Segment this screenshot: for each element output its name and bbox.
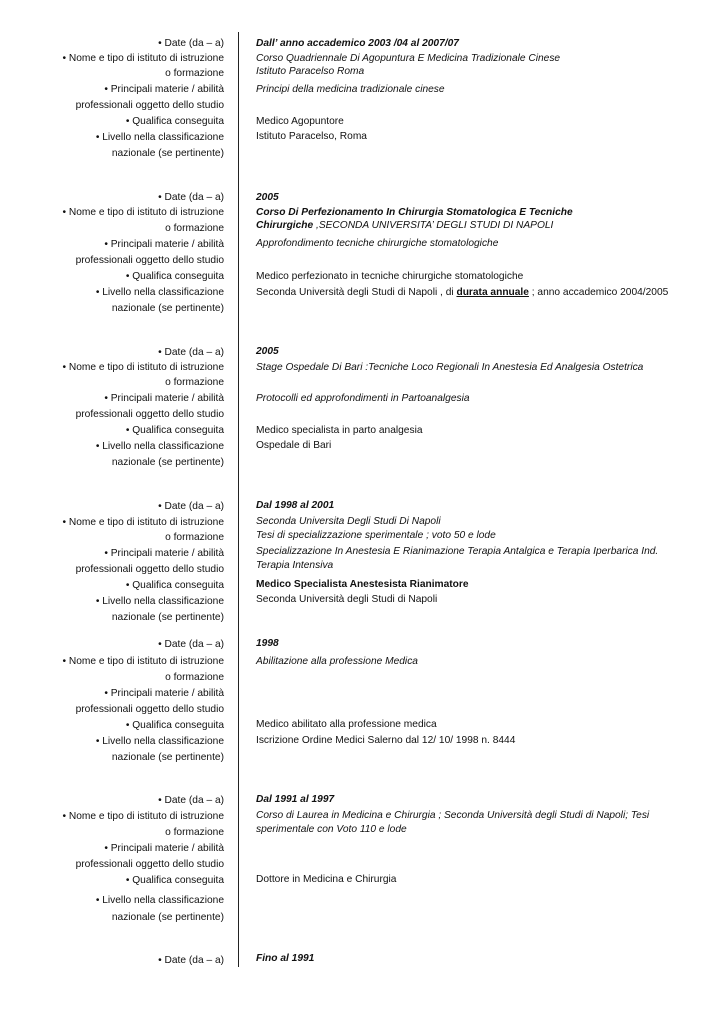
entry-date: Fino al 1991 [256,953,315,964]
label-livello-2: nazionale (se pertinente) [111,912,224,923]
entry-istituto-2 [256,220,553,232]
entry-date: 1998 [256,638,279,649]
entry-istituto: Corso di Laurea in Medicina e Chirurgia ; Seconda Università degli Studi di Napoli; Tesi [256,810,650,821]
label-materie-2: professionali oggetto dello studio [75,255,224,266]
entry-materie: Approfondimento tecniche chirurgiche stomatologiche [256,238,499,249]
label-materie-2: professionali oggetto dello studio [75,100,224,111]
entry-livello-part-1: Seconda Università degli Studi di Napoli , di [256,287,457,298]
label-materie: • Principali materie / abilità [104,843,224,854]
label-materie: • Principali materie / abilità [104,548,224,559]
entry-livello: Ospedale di Bari [256,440,332,451]
label-materie: • Principali materie / abilità [104,84,224,95]
entry-istituto: Corso Quadriennale Di Agopuntura E Medicina Tradizionale Cinese [256,53,561,64]
entry-date: Dall’ anno accademico 2003 /04 al 2007/07 [256,38,459,49]
entry-date: 2005 [256,192,279,203]
label-qualifica: • Qualifica conseguita [125,271,224,282]
label-date: • Date (da – a) [158,192,224,203]
entry-istituto: Seconda Universita Degli Studi Di Napoli [256,516,441,527]
label-qualifica: • Qualifica conseguita [125,425,224,436]
entry-materie: Principi della medicina tradizionale cinese [256,84,445,95]
label-materie-2: professionali oggetto dello studio [75,859,224,870]
entry-qualifica: Dottore in Medicina e Chirurgia [256,874,397,885]
label-livello: • Livello nella classificazione [95,895,224,906]
entry-istituto: Stage Ospedale Di Bari :Tecniche Loco Regionali In Anestesia Ed Analgesia Ostetrica [256,362,644,373]
label-istituto: • Nome e tipo di istituto di istruzione [62,656,224,667]
label-livello-2: nazionale (se pertinente) [111,752,224,763]
label-livello-2: nazionale (se pertinente) [111,148,224,159]
entry-date: 2005 [256,346,279,357]
label-date: • Date (da – a) [158,795,224,806]
entry-materie: Protocolli ed approfondimenti in Partoanalgesia [256,393,470,404]
label-istituto: • Nome e tipo di istituto di istruzione [62,811,224,822]
label-qualifica: • Qualifica conseguita [125,875,224,886]
entry-materie: Specializzazione In Anestesia E Rianimazione Terapia Antalgica e Terapia Iperbarica Ind. [256,546,659,557]
label-materie: • Principali materie / abilità [104,239,224,250]
column-divider [238,32,239,967]
label-formazione: o formazione [165,532,224,543]
label-istituto: • Nome e tipo di istituto di istruzione [62,53,224,64]
label-livello-2: nazionale (se pertinente) [111,612,224,623]
label-istituto: • Nome e tipo di istituto di istruzione [62,362,224,373]
entry-istituto-2: sperimentale con Voto 110 e lode [256,824,407,835]
label-istituto: • Nome e tipo di istituto di istruzione [62,517,224,528]
label-date: • Date (da – a) [158,955,224,966]
label-qualifica: • Qualifica conseguita [125,116,224,127]
label-livello: • Livello nella classificazione [95,287,224,298]
label-qualifica: • Qualifica conseguita [125,580,224,591]
entry-istituto-2-bold: Chirurgiche [256,220,314,231]
entry-qualifica: Medico abilitato alla professione medica [256,719,437,730]
entry-qualifica: Medico specialista in parto analgesia [256,425,423,436]
label-date: • Date (da – a) [158,639,224,650]
label-formazione: o formazione [165,223,224,234]
label-materie-2: professionali oggetto dello studio [75,409,224,420]
entry-qualifica: Medico Agopuntore [256,116,344,127]
entry-materie-2: Terapia Intensiva [256,560,334,571]
entry-livello: Seconda Università degli Studi di Napoli [256,594,438,605]
label-qualifica: • Qualifica conseguita [125,720,224,731]
entry-istituto-2: Istituto Paracelso Roma [256,66,365,77]
label-livello: • Livello nella classificazione [95,596,224,607]
entry-date: Dal 1991 al 1997 [256,794,335,805]
entry-livello [256,287,668,299]
entry-date: Dal 1998 al 2001 [256,500,335,511]
label-materie-2: professionali oggetto dello studio [75,564,224,575]
label-formazione: o formazione [165,377,224,388]
label-formazione: o formazione [165,672,224,683]
label-livello: • Livello nella classificazione [95,441,224,452]
entry-livello: Iscrizione Ordine Medici Salerno dal 12/ 10/ 1998 n. 8444 [256,735,516,746]
label-livello: • Livello nella classificazione [95,736,224,747]
label-istituto: • Nome e tipo di istituto di istruzione [62,207,224,218]
entry-istituto-2: Tesi di specializzazione sperimentale ; voto 50 e lode [256,530,496,541]
entry-qualifica: Medico perfezionato in tecniche chirurgiche stomatologiche [256,271,524,282]
entry-livello-part-3: ; anno accademico 2004/2005 [528,287,669,298]
entry-istituto-2-rest: ,SECONDA UNIVERSITA’ DEGLI STUDI DI NAPOLI [313,220,554,231]
label-date: • Date (da – a) [158,501,224,512]
label-date: • Date (da – a) [158,347,224,358]
label-livello: • Livello nella classificazione [95,132,224,143]
entry-livello: Istituto Paracelso, Roma [256,131,367,142]
entry-livello-duration: durata annuale [456,287,529,298]
label-materie-2: professionali oggetto dello studio [75,704,224,715]
label-materie: • Principali materie / abilità [104,393,224,404]
entry-istituto: Corso Di Perfezionamento In Chirurgia Stomatologica E Tecniche [256,207,573,218]
label-formazione: o formazione [165,68,224,79]
label-materie: • Principali materie / abilità [104,688,224,699]
entry-qualifica: Medico Specialista Anestesista Rianimatore [256,579,469,590]
label-livello-2: nazionale (se pertinente) [111,303,224,314]
label-date: • Date (da – a) [158,38,224,49]
label-livello-2: nazionale (se pertinente) [111,457,224,468]
label-formazione: o formazione [165,827,224,838]
entry-istituto: Abilitazione alla professione Medica [256,656,418,667]
